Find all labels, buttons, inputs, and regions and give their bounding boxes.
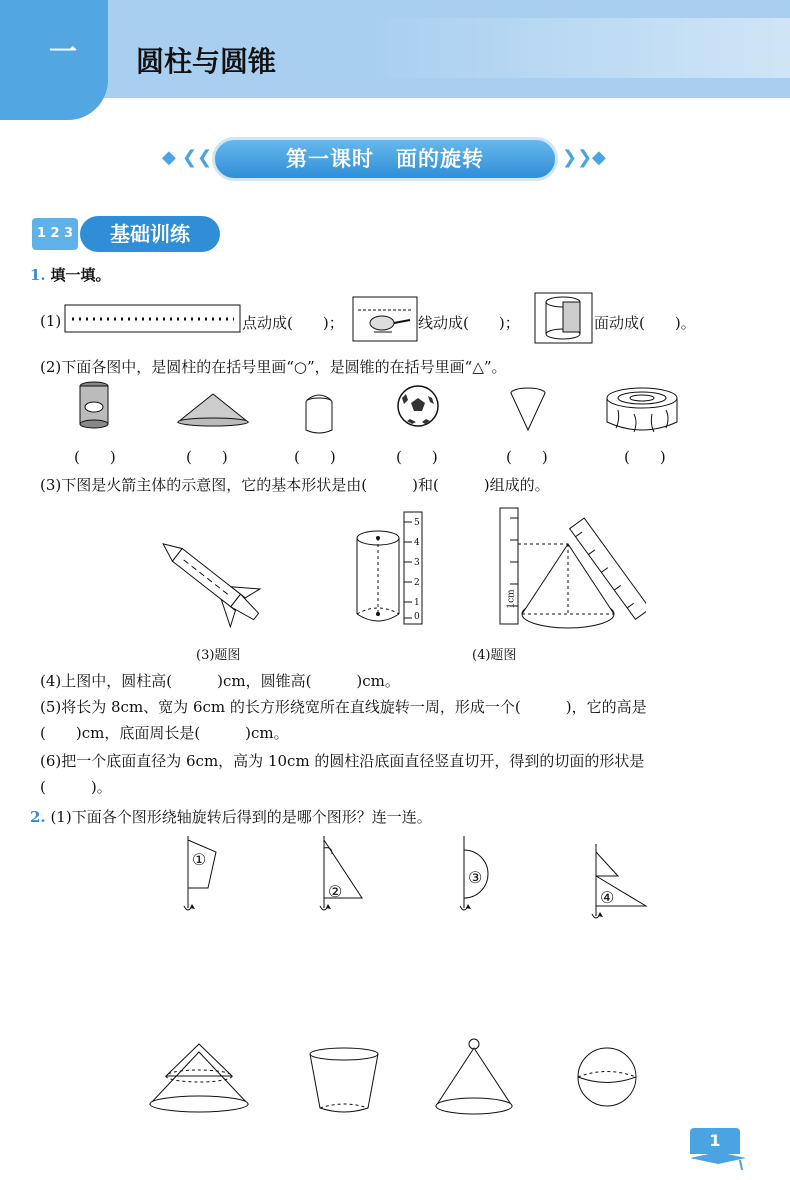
cylinder-with-ruler-figure: [352, 508, 432, 628]
q1-1-answer-a: 点动成( )；: [242, 314, 344, 332]
answer-paren[interactable]: ( ): [74, 448, 116, 466]
double-cone-solid: [144, 1040, 254, 1120]
page-number: 1: [690, 1128, 740, 1154]
q1-2-text: (2)下面各图中，是圆柱的在括号里画“○”，是圆锥的在括号里画“△”。: [40, 358, 507, 376]
header-decoration: [370, 18, 790, 78]
helicopter-figure: [352, 296, 418, 342]
figure-caption: (3)题图: [196, 648, 241, 663]
q1-6-line1: (6)把一个底面直径为 6cm，高为 10cm 的圆柱沿底面直径竖直切开，得到的切面的形状是: [40, 752, 645, 770]
cone-with-rulers-figure: [496, 504, 646, 642]
section-label: 基础训练: [80, 216, 220, 252]
graduation-cap-icon: [690, 1152, 750, 1172]
cone-with-hemisphere-solid: [428, 1036, 520, 1120]
q1-5-line1: (5)将长为 8cm、宽为 6cm 的长方形绕宽所在直线旋转一周，形成一个( )，它的高是: [40, 698, 647, 716]
frustum-solid: [306, 1046, 382, 1118]
question-text: (1)下面各个图形绕轴旋转后得到的是哪个图形？连一连。: [50, 808, 432, 826]
soccer-ball-figure: [396, 384, 440, 428]
q1-4-text: (4)上图中，圆柱高( )cm，圆锥高( )cm。: [40, 672, 400, 690]
double-chevron-right-icon: ❯❯: [562, 147, 593, 168]
triangle-rotation-figure: [310, 834, 366, 916]
answer-paren[interactable]: ( ): [396, 448, 438, 466]
question-number: 2.: [30, 808, 46, 826]
q1-1-number: (1): [40, 312, 62, 330]
header-band: [0, 0, 790, 98]
figure-caption: (4)题图: [472, 648, 517, 663]
chapter-number: 一: [48, 35, 77, 68]
ruler-label: 3: [414, 558, 420, 568]
q1-5-line2: ( )cm，底面周长是( )cm。: [40, 724, 289, 742]
question-title: 填一填。: [50, 266, 111, 284]
section-badge: 1 2 3: [32, 218, 78, 250]
q1-1-answer-c: 面动成( )。: [594, 314, 696, 332]
figure-label: ③: [468, 868, 483, 887]
ruler-unit-label: 1cm: [506, 589, 517, 609]
cone-figure: [508, 386, 548, 432]
figure-label: ④: [600, 888, 615, 907]
sphere-solid: [574, 1044, 640, 1110]
page-number-badge: [690, 1128, 750, 1173]
answer-paren[interactable]: ( ): [624, 448, 666, 466]
question-2-heading: [30, 806, 432, 827]
figure-label: ②: [328, 882, 343, 901]
ruler-label: 5: [414, 518, 420, 528]
figure-label: ①: [192, 850, 207, 869]
chapter-title: 圆柱与圆锥: [136, 45, 277, 78]
ruler-label: 4: [414, 538, 420, 548]
q1-3-text: (3)下图是火箭主体的示意图，它的基本形状是由( )和( )组成的。: [40, 476, 550, 494]
bucket-figure: [302, 392, 336, 436]
answer-paren[interactable]: ( ): [186, 448, 228, 466]
sand-pile-figure: [176, 392, 250, 428]
ruler-label: 1: [414, 598, 420, 608]
ruler-label: 2: [414, 578, 420, 588]
question-number: 1.: [30, 266, 46, 284]
trapezoid-rotation-figure: [178, 834, 228, 916]
rocket-figure: [150, 532, 280, 632]
answer-paren[interactable]: ( ): [506, 448, 548, 466]
dotted-line-figure: [64, 304, 242, 334]
can-figure: [78, 380, 110, 430]
tree-stump-figure: [604, 386, 680, 436]
question-1-heading: [30, 264, 110, 285]
lesson-title: 第一课时 面的旋转: [212, 137, 558, 181]
double-triangle-rotation-figure: [588, 842, 652, 924]
lesson-banner: [160, 135, 610, 187]
answer-paren[interactable]: ( ): [294, 448, 336, 466]
q1-6-line2: ( )。: [40, 778, 112, 796]
diamond-icon: ◆: [592, 147, 606, 168]
revolving-door-figure: [534, 292, 594, 344]
section-heading: [32, 214, 222, 254]
q1-1-answer-b: 线动成( )；: [418, 314, 520, 332]
diamond-icon: ◆: [162, 147, 176, 168]
ruler-label: 0: [414, 612, 420, 622]
double-chevron-left-icon: ❮❮: [182, 147, 213, 168]
